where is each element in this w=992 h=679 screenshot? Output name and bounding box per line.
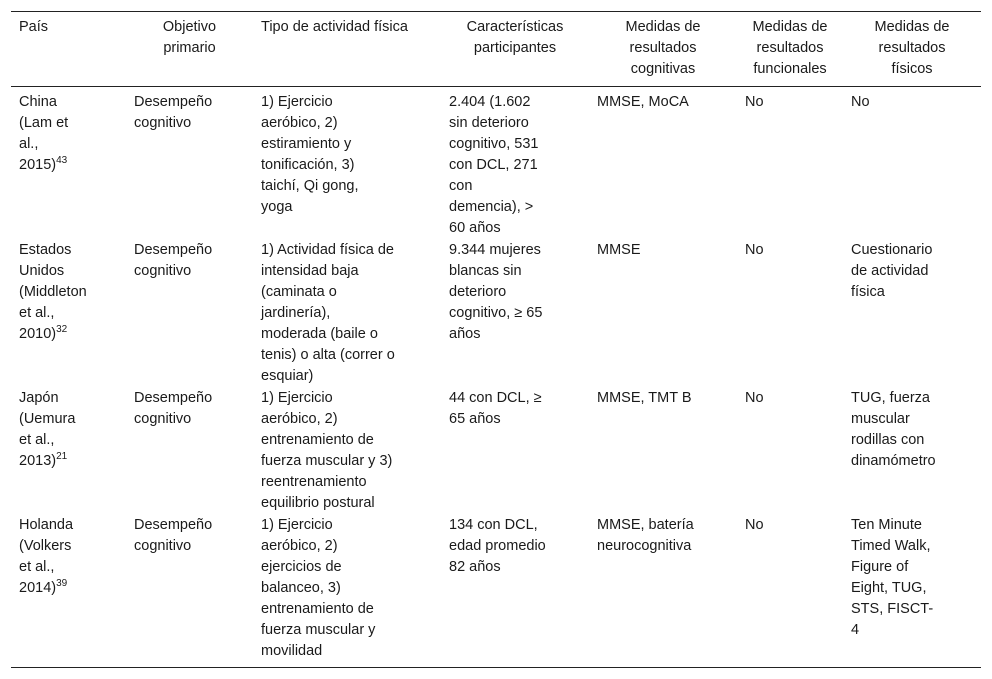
cell-tipo: 1) Ejercicio aeróbico, 2) ejercicios de balanceo, 3) entrenamiento de fuerza muscular y movilidad <box>253 515 441 668</box>
table-row <box>11 240 981 388</box>
cell-objetivo: Desempeño cognitivo <box>126 515 253 668</box>
cell-funcionales: No <box>745 242 764 258</box>
header-pais: País <box>11 12 126 87</box>
cell-tipo: 1) Ejercicio aeróbico, 2) estiramiento y tonificación, 3) taichí, Qi gong, yoga <box>261 94 359 215</box>
header-cognitivas: Medidas de resultados cognitivas <box>589 12 737 87</box>
header-funcionales: Medidas de resultados funcionales <box>737 12 843 87</box>
cell-cognitivas: MMSE <box>597 242 641 258</box>
cell-participantes: 44 con DCL, ≥ 65 años <box>449 390 542 427</box>
cell-objetivo: Desempeño cognitivo <box>134 390 213 427</box>
citation-ref: 21 <box>56 451 68 463</box>
cell-fisicos: No <box>851 94 870 110</box>
cell-objetivo: Desempeño cognitivo <box>134 242 213 279</box>
cell-funcionales: No <box>745 94 764 110</box>
cell-participantes: 2.404 (1.602 sin deterioro cognitivo, 531 con DCL, 271 con demencia), > 60 años <box>449 94 539 236</box>
cell-pais: China (Lam et al., 2015)$^{43}$ <box>19 94 69 173</box>
cell-participantes: 9.344 mujeres blancas sin deterioro cognitivo, ≥ 65 años <box>449 242 543 342</box>
cell-participantes: 134 con DCL, edad promedio 82 años <box>441 515 589 668</box>
table-row <box>11 388 981 515</box>
header-participantes: Características participantes <box>441 12 589 87</box>
cell-tipo: 1) Actividad física de intensidad baja (caminata o jardinería), moderada (baile o tenis) o alta (correr o esquiar) <box>261 242 395 384</box>
cell-pais: Japón (Uemura et al., 2013)$^{21}$ <box>19 390 76 469</box>
header-objetivo: Objetivo primario <box>126 12 253 87</box>
cell-funcionales: No <box>737 515 843 668</box>
header-fisicos: Medidas de resultados físicos <box>843 12 981 87</box>
cell-pais: Estados Unidos (Middleton et al., 2010)$^{32}$ <box>19 242 87 342</box>
header-tipo: Tipo de actividad física <box>253 12 441 87</box>
cell-fisicos: Cuestionario de actividad física <box>851 242 933 300</box>
studies-table <box>11 11 981 668</box>
table-header-row <box>11 12 981 87</box>
cell-fisicos: Ten Minute Timed Walk, Figure of Eight, TUG, STS, FISCT- 4 <box>843 515 981 668</box>
cell-tipo: 1) Ejercicio aeróbico, 2) entrenamiento de fuerza muscular y 3) reentrenamiento equilibrio postural <box>261 390 393 511</box>
cell-cognitivas: MMSE, MoCA <box>597 94 689 110</box>
cell-funcionales: No <box>745 390 764 406</box>
table-row <box>11 515 981 668</box>
citation-ref: 32 <box>56 324 68 336</box>
citation-ref: 43 <box>56 155 68 167</box>
citation-ref: 39 <box>56 578 68 590</box>
table-row <box>11 87 981 241</box>
cell-cognitivas: MMSE, TMT B <box>597 390 692 406</box>
cell-objetivo: Desempeño cognitivo <box>134 94 213 131</box>
cell-pais: Holanda (Volkers et al., 2014)$^{39}$ <box>11 515 126 668</box>
cell-cognitivas: MMSE, batería neurocognitiva <box>589 515 737 668</box>
cell-fisicos: TUG, fuerza muscular rodillas con dinamómetro <box>851 390 936 469</box>
